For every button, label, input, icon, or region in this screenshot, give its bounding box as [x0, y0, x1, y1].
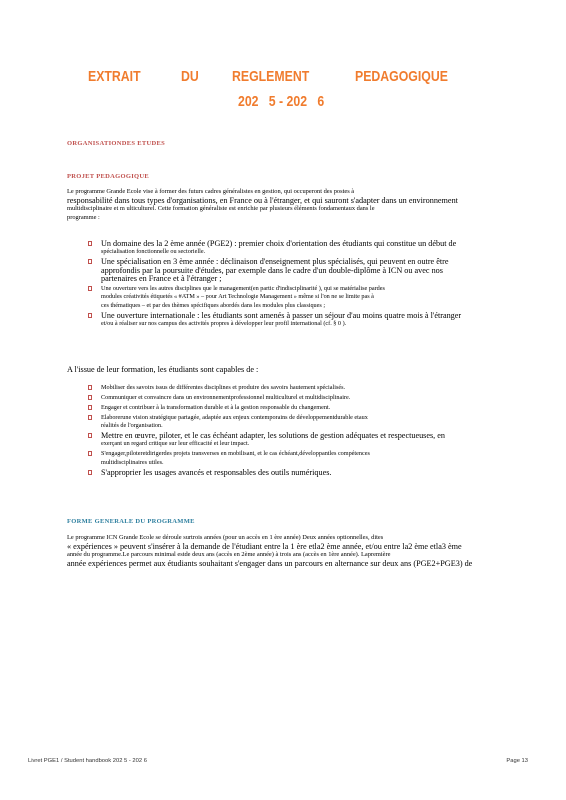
section-heading-organisation: ORGANISATIONDES ETUDES	[67, 140, 166, 147]
text-line: Engager et contribuer à la transformation durable et à la gestion responsable du changement.	[101, 403, 331, 411]
square-bullet-icon	[88, 405, 92, 410]
list-item	[88, 384, 498, 392]
text-line: année du programme.Le parcours minimal estde deux ans (accès en 2ème année) à trois ans (accès en 1ère année). Lapremière	[67, 551, 391, 559]
text-line: responsabilité dans tous types d'organisations, en France ou à l'étranger, et qui sauront s'adapter dans un environnement	[67, 195, 458, 205]
text-line: ces thématiques – et par des thèmes spécifiques abordés dans les modules plus classiques ;	[101, 301, 326, 309]
text-line: exerçant un regard critique sur leur efficacité et leur impact.	[101, 440, 250, 448]
section-heading-projet: PROJET PEDAGOGIQUE	[67, 173, 150, 180]
square-bullet-icon	[88, 415, 92, 420]
list-item	[88, 432, 498, 449]
text-line: multidisciplinaire et m ulticulturel. Cette formation généraliste est enrichie par plusieurs éléments fondamentaux dans le	[67, 205, 375, 213]
text-line: Le programme ICN Grande Ecole se déroule surtrois années (pour un accès en 1 ère année) Deux années optionnelles, dites	[67, 534, 384, 541]
title-word: REGLEMENT	[231, 68, 309, 85]
list-item	[88, 404, 498, 412]
text-line: Elaborerune vision stratégique partagée, adaptée aux enjeux contemporains de développementdurable etaux	[101, 413, 368, 421]
list-item	[88, 240, 498, 257]
text-line: Un domaine des la 2 ème année (PGE2) : premier choix d'orientation des étudiants qui constitue un début de	[101, 239, 457, 248]
square-bullet-icon	[88, 470, 92, 475]
footer-handbook-label: Livret PGE1 / Student handbook 202 5 - 202 6	[28, 758, 147, 764]
page-title	[88, 68, 468, 85]
text-line: programme :	[67, 213, 100, 221]
text-line: modules créativités étiquetés « #ATM » – pour Art Technologie Management » même si l'on ne se limite pas à	[101, 293, 374, 301]
text-line: approfondis par la poursuite d'études, par exemple dans le cadre d'un double-diplôme à ICN ou avec nos	[101, 265, 443, 275]
square-bullet-icon	[88, 395, 92, 400]
section-heading-forme: FORME GENERALE DU PROGRAMME	[67, 518, 195, 525]
text-line: partenaires en France et à l'étranger ;	[101, 274, 222, 284]
title-word: DU	[181, 68, 199, 85]
text-line: S'engager,piloteretdirigerdes projets transverses en mobilisant, et le cas échéant,développantles compétences	[101, 450, 370, 458]
text-line: Mettre en œuvre, piloter, et le cas échéant adapter, les solutions de gestion adéquates et respectueuses, en	[101, 431, 445, 441]
text-line: Le programme Grande Ecole vise à former des futurs cadres généralistes en gestion, qui occuperont des postes à	[67, 188, 355, 195]
text-line: Une ouverture internationale : les étudiants sont amenés à passer un séjour d'au moins quatre mois à l'étranger	[101, 310, 462, 320]
text-line: spécialisation fonctionnelle ou sectorielle.	[101, 248, 206, 256]
page-number: Page 13	[506, 758, 528, 764]
square-bullet-icon	[88, 451, 92, 456]
forme-text	[67, 534, 497, 568]
list-item	[88, 450, 498, 467]
text-line: réalités de l'organisation.	[101, 422, 163, 430]
title-word: PEDAGOGIQUE	[354, 68, 448, 85]
list-item	[88, 469, 498, 477]
text-line: « expériences » peuvent s'insérer à la demande de l'étudiant entre la 1 ère etla2 ème année, et/ou entre la2 ème etla3 ème	[67, 541, 462, 551]
year-range: 202 5 - 202 6	[238, 93, 325, 110]
square-bullet-icon	[88, 259, 92, 264]
text-line: S'approprier les usages avancés et responsables des outils numériques.	[101, 467, 332, 477]
list-item	[88, 312, 498, 329]
projet-list	[88, 240, 498, 330]
list-item	[88, 258, 498, 283]
page-footer	[28, 758, 528, 764]
list-item	[88, 414, 498, 431]
list-item	[88, 394, 498, 402]
square-bullet-icon	[88, 385, 92, 390]
square-bullet-icon	[88, 286, 92, 291]
text-line: Une spécialisation en 3 ème année : déclinaison d'enseignement plus spécialisés, qui peuvent en outre être	[101, 257, 449, 267]
text-line: Mobiliser des savoirs issus de différentes disciplines et produire des savoirs hautement spécialisés.	[101, 384, 346, 391]
list-item	[88, 285, 498, 310]
square-bullet-icon	[88, 433, 92, 438]
text-line: multidisciplinaires utiles.	[101, 458, 164, 466]
text-line: année expériences permet aux étudiants souhaitant s'engager dans un parcours en alternance sur deux ans (PGE2+PGE3) de	[67, 558, 473, 568]
capabilities-list	[88, 384, 498, 479]
square-bullet-icon	[88, 313, 92, 318]
capabilities-lead: A l'issue de leur formation, les étudiants sont capables de :	[67, 365, 259, 374]
projet-intro	[67, 188, 497, 222]
square-bullet-icon	[88, 241, 92, 246]
text-line: Communiquer et convaincre dans un environnementprofessionnel multiculturel et multidisciplinaire.	[101, 393, 351, 401]
text-line: et/ou à réaliser sur nos campus des activités propres à développer leur profil international (cf. § 0 ).	[101, 320, 347, 328]
title-word: EXTRAIT	[88, 68, 141, 85]
text-line: Une ouverture vers les autres disciplines que le management(en partic d'indisciplinarité ), qui se matérialise pardes	[101, 285, 385, 293]
